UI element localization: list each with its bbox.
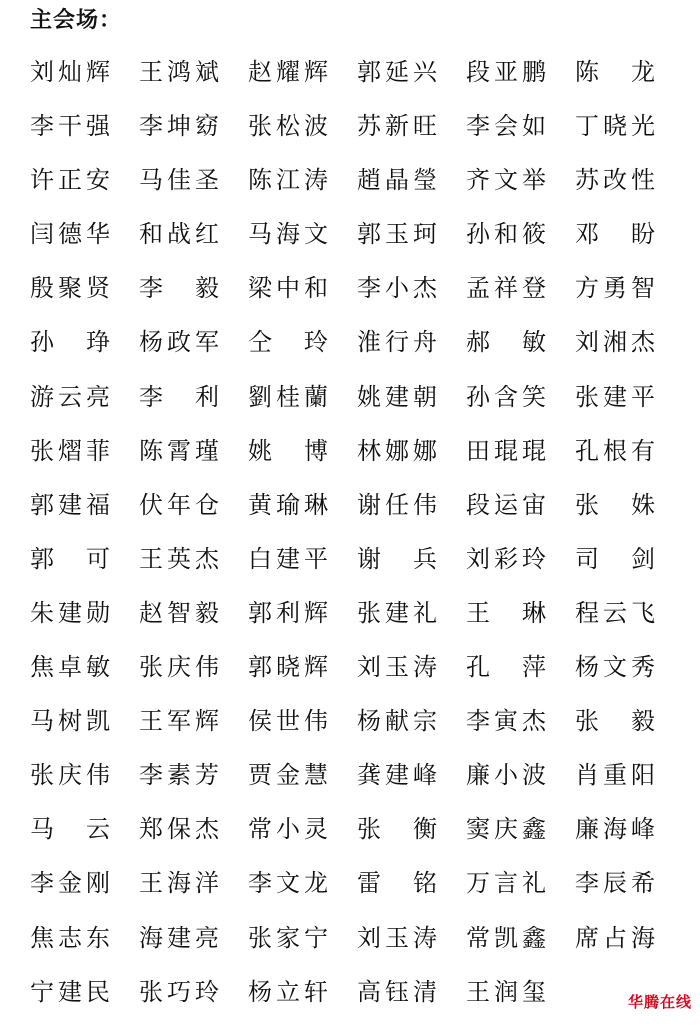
page-heading: 主会场： — [30, 8, 123, 33]
attendee-name: 陈 江 涛 — [248, 166, 328, 195]
attendee-name: 郭 玉 珂 — [357, 220, 437, 249]
attendee-name: 马 树 凯 — [30, 707, 110, 736]
attendee-name: 劉 桂 蘭 — [248, 382, 328, 411]
attendee-name: 李 寅 杰 — [466, 707, 546, 736]
attendee-name: 常 凯 鑫 — [466, 923, 546, 952]
attendee-name: 杨 献 宗 — [357, 707, 437, 736]
attendee-name: 朱 建 勋 — [30, 598, 110, 627]
attendee-name: 廉 海 峰 — [575, 815, 655, 844]
attendee-name: 邓 盼 — [575, 220, 655, 249]
attendee-name: 宁 建 民 — [30, 977, 110, 1006]
attendee-name: 谢 兵 — [357, 544, 437, 573]
attendee-name: 闫 德 华 — [30, 220, 110, 249]
attendee-name: 梁 中 和 — [248, 274, 328, 303]
attendee-name: 郭 可 — [30, 544, 110, 573]
attendee-name: 张 家 宁 — [248, 923, 328, 952]
watermark-logo: 华腾在线 — [627, 993, 692, 1011]
attendee-name: 黄 瑜 琳 — [248, 490, 328, 519]
attendee-name: 郭 建 福 — [30, 490, 110, 519]
attendee-name: 肖 重 阳 — [575, 761, 655, 790]
attendee-name: 常 小 灵 — [248, 815, 328, 844]
attendee-name: 王 军 辉 — [139, 707, 219, 736]
attendee-name: 马 海 文 — [248, 220, 328, 249]
attendee-name: 白 建 平 — [248, 544, 328, 573]
attendee-name: 赵 耀 辉 — [248, 58, 328, 86]
attendee-name: 郭 利 辉 — [248, 598, 328, 627]
attendee-name: 李 文 龙 — [248, 869, 328, 898]
attendee-name: 海 建 亮 — [139, 923, 219, 952]
attendee-name: 李 毅 — [139, 274, 219, 303]
attendee-name: 齐 文 举 — [466, 166, 546, 195]
attendee-name: 苏 新 旺 — [357, 112, 437, 141]
attendee-name: 李 小 杰 — [357, 274, 437, 303]
attendee-name: 淮 行 舟 — [357, 328, 437, 357]
attendee-name: 张 衡 — [357, 815, 437, 844]
attendee-name-grid — [30, 55, 670, 1029]
attendee-name: 刘 玉 涛 — [357, 923, 437, 952]
attendee-name: 王 琳 — [466, 598, 546, 627]
attendee-name: 丁 晓 光 — [575, 112, 655, 141]
attendee-name: 王 鸿 斌 — [139, 58, 219, 86]
attendee-name: 李 金 刚 — [30, 869, 110, 898]
attendee-name: 张 松 波 — [248, 112, 328, 141]
attendee-name: 陈 龙 — [575, 58, 655, 86]
attendee-name: 杨 立 轩 — [248, 977, 328, 1006]
attendee-name: 焦 志 东 — [30, 923, 110, 952]
attendee-name: 李 会 如 — [466, 112, 546, 141]
attendee-name: 孔 根 有 — [575, 436, 655, 465]
attendee-name: 方 勇 智 — [575, 274, 655, 303]
attendee-name: 田 琨 琨 — [466, 436, 546, 465]
attendee-name: 郝 敏 — [466, 328, 546, 357]
attendee-name: 杨 政 军 — [139, 328, 219, 357]
attendee-name: 殷 聚 贤 — [30, 274, 110, 303]
attendee-name: 李 干 强 — [30, 112, 110, 141]
attendee-name: 张 庆 伟 — [139, 653, 219, 682]
attendee-name: 贾 金 慧 — [248, 761, 328, 790]
attendee-name: 李 坤 窈 — [139, 112, 219, 141]
attendee-name: 苏 改 性 — [575, 166, 655, 195]
attendee-name: 刘 玉 涛 — [357, 653, 437, 682]
attendee-name: 马 云 — [30, 815, 110, 844]
attendee-name: 刘 灿 辉 — [30, 58, 110, 86]
attendee-name: 杨 文 秀 — [575, 653, 655, 682]
attendee-name: 张 庆 伟 — [30, 761, 110, 790]
attendee-name: 雷 铭 — [357, 869, 437, 898]
attendee-name: 孙 含 笑 — [466, 382, 546, 411]
attendee-name: 郭 延 兴 — [357, 58, 437, 86]
attendee-name: 张 毅 — [575, 707, 655, 736]
attendee-name: 张 巧 玲 — [139, 977, 219, 1006]
attendee-name: 姚 博 — [248, 436, 328, 465]
attendee-name: 席 占 海 — [575, 923, 655, 952]
attendee-name: 孙 和 筱 — [466, 220, 546, 249]
attendee-name: 张 熠 菲 — [30, 436, 110, 465]
attendee-name: 孙 琤 — [30, 328, 110, 357]
attendee-name: 陈 霄 瑾 — [139, 436, 219, 465]
attendee-name: 游 云 亮 — [30, 382, 110, 411]
attendee-name: 廉 小 波 — [466, 761, 546, 790]
attendee-name: 趙 晶 瑩 — [357, 166, 437, 195]
attendee-name: 龚 建 峰 — [357, 761, 437, 790]
attendee-name: 侯 世 伟 — [248, 707, 328, 736]
attendee-name: 孔 萍 — [466, 653, 546, 682]
attendee-name: 姚 建 朝 — [357, 382, 437, 411]
attendee-name: 许 正 安 — [30, 166, 110, 195]
attendee-name: 段 运 宙 — [466, 490, 546, 519]
attendee-name: 伏 年 仓 — [139, 490, 219, 519]
attendee-name: 万 言 礼 — [466, 869, 546, 898]
attendee-name: 司 剑 — [575, 544, 655, 573]
attendee-name: 焦 卓 敏 — [30, 653, 110, 682]
attendee-name: 张 建 礼 — [357, 598, 437, 627]
attendee-name: 王 海 洋 — [139, 869, 219, 898]
attendee-name: 马 佳 圣 — [139, 166, 219, 195]
attendee-name: 谢 任 伟 — [357, 490, 437, 519]
attendee-name: 段 亚 鹏 — [466, 58, 546, 86]
attendee-name: 李 素 芳 — [139, 761, 219, 790]
attendee-name: 高 钰 清 — [357, 977, 437, 1006]
attendee-name: 张 建 平 — [575, 382, 655, 411]
attendee-name: 和 战 红 — [139, 220, 219, 249]
attendee-name: 李 辰 希 — [575, 869, 655, 898]
attendee-name: 李 利 — [139, 382, 219, 411]
attendee-name: 郭 晓 辉 — [248, 653, 328, 682]
attendee-name: 仝 玲 — [248, 328, 328, 357]
attendee-name: 赵 智 毅 — [139, 598, 219, 627]
attendee-name: 张 姝 — [575, 490, 655, 519]
attendee-name: 窦 庆 鑫 — [466, 815, 546, 844]
attendee-name: 王 英 杰 — [139, 544, 219, 573]
attendee-name: 程 云 飞 — [575, 598, 655, 627]
attendee-name: 王 润 玺 — [466, 977, 546, 1006]
attendee-name: 郑 保 杰 — [139, 815, 219, 844]
attendee-name: 刘 彩 玲 — [466, 544, 546, 573]
attendee-name: 刘 湘 杰 — [575, 328, 655, 357]
attendee-name: 林 娜 娜 — [357, 436, 437, 465]
attendee-name: 孟 祥 登 — [466, 274, 546, 303]
